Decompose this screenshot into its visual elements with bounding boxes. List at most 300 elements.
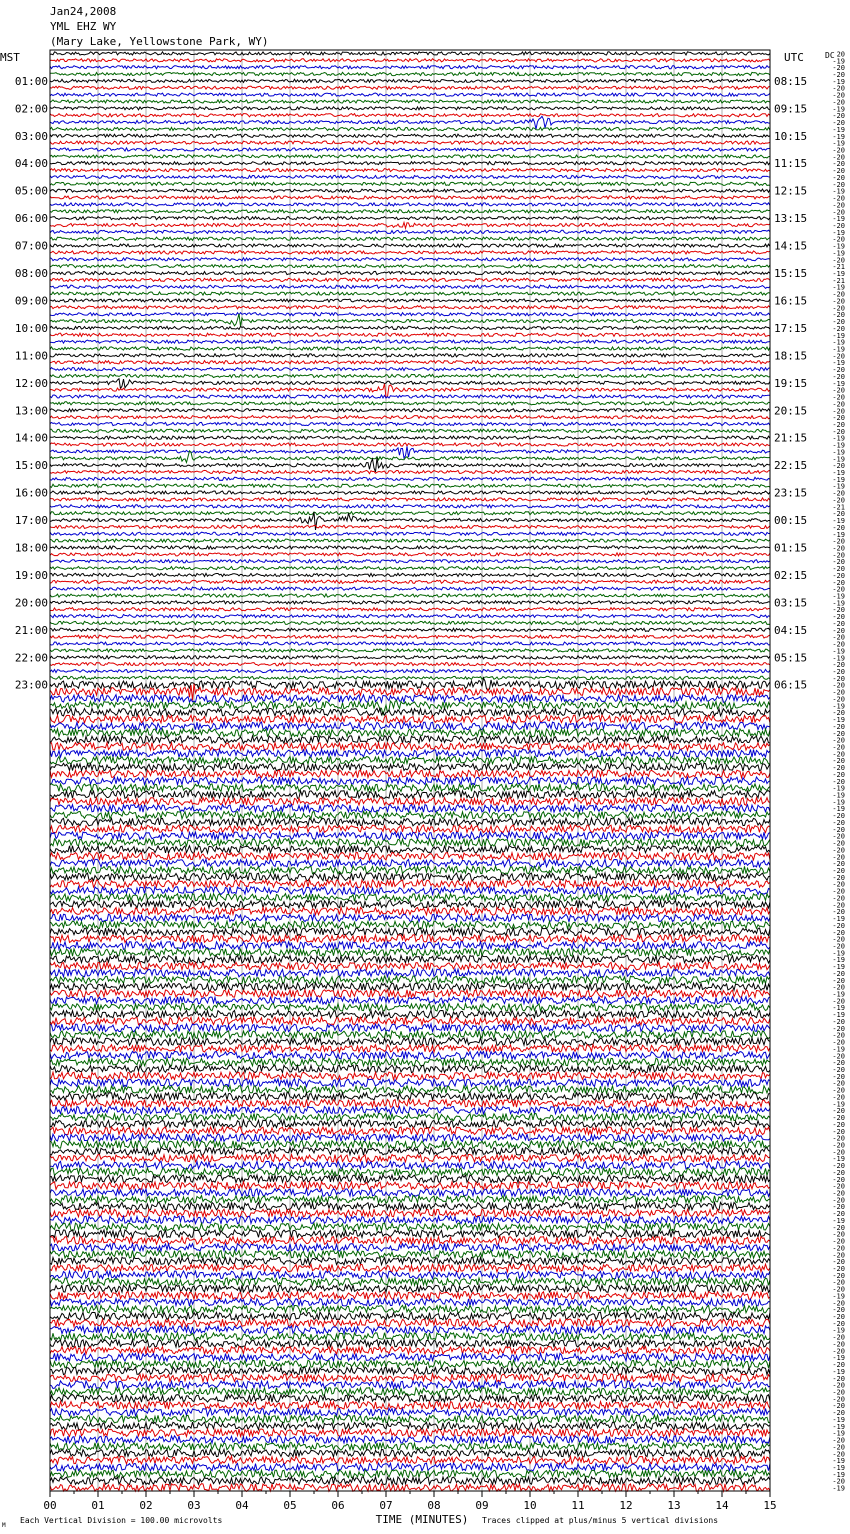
- seismic-trace: [50, 1161, 770, 1169]
- seismic-trace: [50, 52, 770, 55]
- seismic-trace: [50, 601, 770, 604]
- seismic-trace: [50, 1436, 770, 1444]
- seismic-trace: [50, 402, 770, 405]
- seismic-trace: [50, 525, 770, 528]
- dc-offset-value: -20: [832, 318, 845, 327]
- seismic-trace: [50, 935, 770, 943]
- x-tick-label: 06: [331, 1499, 345, 1512]
- seismic-trace: [50, 649, 770, 652]
- dc-offset-value: -19: [832, 1326, 845, 1335]
- seismic-trace: [50, 880, 770, 888]
- seismic-trace: [50, 608, 770, 611]
- dc-offset-value: -19: [832, 448, 845, 457]
- right-timezone-label: UTC: [784, 51, 804, 64]
- dc-offset-value: -19: [832, 455, 845, 464]
- seismic-traces: [50, 52, 770, 1492]
- right-hour-label: 17:15: [774, 321, 808, 335]
- dc-offset-value: -20: [832, 668, 845, 677]
- dc-offset-value: -20: [832, 1436, 845, 1445]
- seismic-trace: [50, 491, 770, 494]
- seismic-trace: [50, 1319, 770, 1327]
- dc-offset-value: -20: [832, 1017, 845, 1026]
- dc-offset-value: -20: [832, 969, 845, 978]
- dc-offset-value: -20: [832, 1059, 845, 1068]
- dc-offset-value: -19: [832, 249, 845, 258]
- dc-offset-value: -20: [832, 1086, 845, 1095]
- seismic-trace: [50, 251, 770, 254]
- dc-offset-value: -20: [832, 1237, 845, 1246]
- dc-offset-value: -20: [832, 1251, 845, 1260]
- dc-offset-value: -20: [832, 1031, 845, 1040]
- seismic-trace: [50, 1257, 770, 1265]
- seismic-trace: [50, 326, 770, 329]
- seismic-trace: [50, 223, 770, 229]
- dc-offset-value: -19: [832, 475, 845, 484]
- seismic-trace: [50, 361, 770, 364]
- dc-offset-value: -20: [832, 1374, 845, 1383]
- dc-offset-value: -19: [832, 187, 845, 196]
- seismic-trace: [50, 292, 770, 295]
- seismic-trace: [50, 928, 770, 936]
- seismic-trace: [50, 560, 770, 563]
- dc-offset-value: -20: [832, 729, 845, 738]
- seismic-trace: [50, 446, 770, 458]
- seismic-trace: [50, 1374, 770, 1382]
- seismic-trace: [50, 196, 770, 199]
- seismic-trace: [50, 539, 770, 542]
- dc-offset-value: -19: [832, 125, 845, 134]
- dc-offset-value: -20: [832, 400, 845, 409]
- dc-offset-value: -20: [832, 1388, 845, 1397]
- dc-offset-value: -20: [832, 976, 845, 985]
- dc-offset-value: -20: [832, 743, 845, 752]
- dc-offset-value: -20: [832, 1168, 845, 1177]
- dc-offset-value: -19: [832, 517, 845, 526]
- seismic-trace: [50, 573, 770, 576]
- dc-offset-value: -20: [832, 1306, 845, 1315]
- seismic-trace: [50, 175, 770, 178]
- dc-offset-value: -19: [832, 1367, 845, 1376]
- seismic-trace: [50, 983, 770, 991]
- dc-offset-value: -20: [832, 633, 845, 642]
- seismic-trace: [50, 314, 770, 326]
- seismic-trace: [50, 374, 770, 377]
- dc-offset-value: -20: [832, 221, 845, 230]
- dc-offset-value: -20: [832, 901, 845, 910]
- x-tick-label: 08: [427, 1499, 441, 1512]
- seismic-trace: [50, 669, 770, 672]
- dc-offset-value: -20: [832, 565, 845, 574]
- seismic-trace: [50, 1113, 770, 1121]
- station-location: (Mary Lake, Yellowstone Park, WY): [50, 35, 269, 48]
- dc-offset-value: -20: [832, 1285, 845, 1294]
- dc-offset-value: -20: [832, 1052, 845, 1061]
- seismic-trace: [50, 676, 770, 679]
- seismic-trace: [50, 484, 770, 487]
- left-hour-label: 16:00: [14, 486, 48, 500]
- dc-offset-value: -20: [832, 551, 845, 560]
- seismic-trace: [50, 512, 770, 515]
- dc-offset-value: -20: [832, 606, 845, 615]
- seismic-trace: [50, 1422, 770, 1430]
- left-hour-label: 21:00: [14, 623, 48, 637]
- dc-offset-value: -20: [832, 736, 845, 745]
- dc-offset-value: -20: [832, 1361, 845, 1370]
- seismic-trace: [50, 278, 770, 281]
- plot-date: Jan24,2008: [50, 5, 117, 18]
- dc-offset-value: -20: [832, 839, 845, 848]
- seismic-trace: [50, 594, 770, 597]
- left-hour-label: 14:00: [14, 431, 48, 445]
- dc-offset-value: -20: [832, 1313, 845, 1322]
- seismic-trace: [50, 791, 770, 799]
- dc-offset-value: -20: [832, 818, 845, 827]
- dc-offset-value: -20: [832, 1443, 845, 1452]
- seismic-trace: [50, 477, 770, 480]
- dc-offset-value: -20: [832, 585, 845, 594]
- dc-offset-value: -19: [832, 1470, 845, 1479]
- right-hour-label: 03:15: [774, 596, 808, 610]
- seismic-trace: [50, 1058, 770, 1066]
- dc-offset-value: -19: [832, 1415, 845, 1424]
- dc-offset-value: -20: [832, 352, 845, 361]
- seismic-trace: [50, 990, 770, 998]
- seismic-trace: [50, 347, 770, 350]
- seismic-trace: [50, 1449, 770, 1457]
- dc-offset-value: -20: [832, 1210, 845, 1219]
- dc-offset-value: -19: [832, 791, 845, 800]
- seismic-trace: [50, 532, 770, 535]
- dc-offset-value: -19: [832, 1100, 845, 1109]
- seismic-trace: [50, 333, 770, 336]
- dc-offset-value: -20: [832, 119, 845, 128]
- dc-offset-value: -20: [832, 194, 845, 203]
- dc-offset-value: -19: [832, 716, 845, 725]
- dc-offset-value: -19: [832, 105, 845, 114]
- seismic-trace: [50, 265, 770, 268]
- seismic-trace: [50, 546, 770, 549]
- seismic-trace: [50, 1148, 770, 1156]
- dc-offset-value: -19: [832, 1457, 845, 1466]
- left-hour-label: 07:00: [14, 239, 48, 253]
- seismic-trace: [50, 217, 770, 220]
- dc-offset-value: -20: [832, 928, 845, 937]
- right-hour-label: 02:15: [774, 568, 808, 582]
- dc-offset-value: -20: [832, 1038, 845, 1047]
- x-axis-title: TIME (MINUTES): [375, 1513, 469, 1526]
- clip-note: Traces clipped at plus/minus 5 vertical divisions: [482, 1516, 719, 1525]
- seismic-trace: [50, 580, 770, 583]
- dc-offset-value: -20: [832, 366, 845, 375]
- dc-offset-value: -20: [832, 153, 845, 162]
- seismic-trace: [50, 1388, 770, 1396]
- seismic-trace: [50, 553, 770, 556]
- seismic-trace: [50, 1182, 770, 1190]
- seismic-trace: [50, 1202, 770, 1210]
- x-tick-label: 02: [139, 1499, 153, 1512]
- dc-offset-value: -20: [832, 71, 845, 80]
- dc-label: DC: [825, 51, 835, 60]
- dc-offset-value: -20: [832, 558, 845, 567]
- right-hour-label: 00:15: [774, 514, 808, 528]
- x-tick-label: 10: [523, 1499, 537, 1512]
- dc-offset-value: -20: [832, 201, 845, 210]
- dc-offset-value: -20: [832, 1189, 845, 1198]
- dc-offset-value: -20: [832, 235, 845, 244]
- seismic-trace: [50, 628, 770, 631]
- seismic-trace: [50, 777, 770, 785]
- seismic-trace: [50, 306, 770, 309]
- dc-offset-value: -20: [832, 98, 845, 107]
- dc-offset-value: -20: [832, 407, 845, 416]
- corner-mark: M: [2, 1522, 6, 1529]
- seismic-trace: [50, 66, 770, 69]
- seismic-trace: [50, 955, 770, 963]
- seismic-trace: [50, 116, 770, 129]
- seismic-trace: [50, 169, 770, 172]
- seismic-trace: [50, 621, 770, 624]
- dc-offset-value: -20: [832, 112, 845, 121]
- dc-offset-value: -20: [832, 1196, 845, 1205]
- seismic-trace: [50, 285, 770, 288]
- seismic-trace: [50, 422, 770, 425]
- seismic-trace: [50, 1003, 770, 1011]
- seismic-trace: [50, 1360, 770, 1368]
- seismic-trace: [50, 962, 770, 970]
- dc-offset-value: -20: [832, 1065, 845, 1074]
- right-hour-label: 04:15: [774, 623, 808, 637]
- dc-offset-value: -20: [832, 709, 845, 718]
- right-hour-label: 12:15: [774, 184, 808, 198]
- seismic-trace: [50, 615, 770, 618]
- right-hour-label: 11:15: [774, 157, 808, 171]
- dc-offset-value: -20: [832, 640, 845, 649]
- dc-offset-value: -19: [832, 949, 845, 958]
- dc-offset-value: -20: [832, 1230, 845, 1239]
- seismic-trace: [50, 1223, 770, 1231]
- dc-offset-value: -20: [832, 1134, 845, 1143]
- dc-offset-value: -19: [832, 784, 845, 793]
- right-hour-label: 16:15: [774, 294, 808, 308]
- seismic-trace: [50, 949, 770, 957]
- seismic-trace: [50, 443, 770, 446]
- seismic-trace: [50, 587, 770, 590]
- seismic-trace: [50, 1456, 770, 1464]
- dc-offset-value: -20: [832, 887, 845, 896]
- dc-offset-value: -19: [832, 592, 845, 601]
- dc-offset-value: -19: [832, 228, 845, 237]
- left-hour-label: 15:00: [14, 459, 48, 473]
- x-tick-label: 13: [667, 1499, 681, 1512]
- seismic-trace: [50, 756, 770, 764]
- dc-offset-value: -20: [832, 1347, 845, 1356]
- dc-offset-value: -21: [832, 276, 845, 285]
- left-hour-label: 04:00: [14, 157, 48, 171]
- seismic-trace: [50, 1189, 770, 1197]
- seismic-trace: [50, 859, 770, 867]
- dc-offset-value: -20: [832, 1333, 845, 1342]
- dc-offset-value: -20: [832, 372, 845, 381]
- dc-offset-value: -19: [832, 530, 845, 539]
- seismic-trace: [50, 182, 770, 185]
- seismic-trace: [50, 1353, 770, 1361]
- dc-offset-value: -19: [832, 805, 845, 814]
- dc-offset-value: -20: [832, 626, 845, 635]
- seismic-trace: [50, 299, 770, 302]
- dc-offset-value: -20: [832, 1271, 845, 1280]
- x-tick-label: 14: [715, 1499, 729, 1512]
- x-tick-label: 11: [571, 1499, 585, 1512]
- seismic-trace: [50, 969, 770, 977]
- dc-offset-value: -19: [832, 338, 845, 347]
- dc-offset-value: -20: [832, 544, 845, 553]
- dc-offset-value: -20: [832, 1258, 845, 1267]
- dc-offset-value: -21: [832, 263, 845, 272]
- right-hour-label: 06:15: [774, 678, 808, 692]
- seismic-trace: [50, 1072, 770, 1080]
- seismic-trace: [50, 997, 770, 1005]
- seismic-trace: [50, 141, 770, 144]
- seismic-trace: [50, 567, 770, 570]
- seismic-trace: [50, 1106, 770, 1114]
- seismic-trace: [50, 107, 770, 110]
- dc-offset-value: -20: [832, 1381, 845, 1390]
- dc-offset-value: -19: [832, 345, 845, 354]
- seismic-trace: [50, 818, 770, 826]
- dc-offset-value: -20: [832, 393, 845, 402]
- dc-offset-value: -20: [832, 1450, 845, 1459]
- dc-offset-value: -20: [832, 997, 845, 1006]
- dc-offset-value: -20: [832, 1175, 845, 1184]
- seismic-trace: [50, 1010, 770, 1018]
- seismic-trace: [50, 1305, 770, 1313]
- dc-offset-value: -20: [832, 420, 845, 429]
- dc-offset-value: -20: [832, 180, 845, 189]
- seismic-trace: [50, 1367, 770, 1375]
- seismic-trace: [50, 695, 770, 703]
- seismic-trace: [50, 155, 770, 158]
- seismic-trace: [50, 436, 770, 439]
- seismic-trace: [50, 1443, 770, 1451]
- seismic-trace: [50, 784, 770, 792]
- right-hour-label: 10:15: [774, 129, 808, 143]
- dc-offset-value: -20: [832, 860, 845, 869]
- dc-offset-value: -19: [832, 1216, 845, 1225]
- dc-offset-value: -19: [832, 441, 845, 450]
- seismic-trace: [50, 203, 770, 206]
- dc-offset-value: -19: [832, 1422, 845, 1431]
- dc-offset-value: -21: [832, 503, 845, 512]
- dc-offset-value: -20: [832, 750, 845, 759]
- x-tick-label: 12: [619, 1499, 633, 1512]
- seismic-trace: [50, 237, 770, 240]
- dc-offset-value: -20: [832, 908, 845, 917]
- dc-offset-value: -20: [832, 160, 845, 169]
- seismic-trace: [50, 635, 770, 638]
- seismic-trace: [50, 921, 770, 929]
- seismic-trace: [50, 271, 770, 274]
- left-hour-label: 20:00: [14, 596, 48, 610]
- dc-offset-value: -19: [832, 359, 845, 368]
- seismic-trace: [50, 368, 770, 371]
- dc-offset-value: -20: [832, 1182, 845, 1191]
- x-tick-label: 15: [763, 1499, 777, 1512]
- seismic-trace: [50, 395, 770, 398]
- dc-offset-value: -20: [832, 1203, 845, 1212]
- seismic-trace: [50, 642, 770, 645]
- seismic-trace: [50, 1065, 770, 1073]
- dc-offset-value: -20: [832, 537, 845, 546]
- seismic-trace: [50, 976, 770, 984]
- seismic-trace: [50, 59, 770, 62]
- dc-offset-value: -20: [832, 256, 845, 265]
- seismic-trace: [50, 1278, 770, 1286]
- dc-offset-value: -20: [832, 1299, 845, 1308]
- dc-offset-value: -20: [832, 1402, 845, 1411]
- dc-offset-value: -20: [832, 661, 845, 670]
- dc-offset-value: -19: [832, 1429, 845, 1438]
- seismic-trace: [50, 127, 770, 130]
- dc-offset-value: -20: [832, 1079, 845, 1088]
- dc-offset-value: -19: [832, 1354, 845, 1363]
- right-hour-label: 18:15: [774, 349, 808, 363]
- dc-offset-value: -20: [832, 1141, 845, 1150]
- seismic-trace: [50, 313, 770, 316]
- x-tick-label: 09: [475, 1499, 489, 1512]
- right-hour-label: 14:15: [774, 239, 808, 253]
- seismic-trace: [50, 866, 770, 874]
- dc-offset-value: -20: [832, 1319, 845, 1328]
- scale-note: Each Vertical Division = 100.00 microvolts: [20, 1516, 223, 1525]
- right-hour-label: 20:15: [774, 404, 808, 418]
- right-hour-label: 05:15: [774, 651, 808, 665]
- seismic-trace: [50, 1024, 770, 1032]
- seismic-trace: [50, 114, 770, 117]
- dc-offset-value: -20: [832, 173, 845, 182]
- dc-offset-value: -20: [832, 571, 845, 580]
- seismic-trace: [50, 409, 770, 412]
- dc-offset-value: -20: [832, 311, 845, 320]
- seismic-trace: [50, 93, 770, 96]
- right-hour-label: 15:15: [774, 267, 808, 281]
- dc-offset-value: -19: [832, 270, 845, 279]
- dc-offset-value: -19: [832, 139, 845, 148]
- dc-offset-value: -19: [832, 798, 845, 807]
- seismic-trace: [50, 498, 770, 501]
- x-tick-label: 03: [187, 1499, 201, 1512]
- seismic-trace: [50, 354, 770, 357]
- dc-offset-value: -19: [832, 379, 845, 388]
- dc-offset-value: -19: [832, 215, 845, 224]
- dc-offset-value: -20: [832, 427, 845, 436]
- seismic-trace: [50, 743, 770, 751]
- dc-offset-value: -20: [832, 722, 845, 731]
- dc-offset-value: -19: [832, 331, 845, 340]
- x-tick-label: 05: [283, 1499, 297, 1512]
- seismic-trace: [50, 210, 770, 213]
- seismic-trace: [50, 148, 770, 151]
- right-hour-label: 19:15: [774, 376, 808, 390]
- left-hour-label: 11:00: [14, 349, 48, 363]
- dc-offset-value: -20: [832, 764, 845, 773]
- dc-offset-value: -20: [832, 1127, 845, 1136]
- seismic-trace: [50, 832, 770, 840]
- dc-offset-value: -20: [832, 983, 845, 992]
- dc-offset-value: -20: [832, 290, 845, 299]
- seismic-trace: [50, 505, 770, 508]
- seismic-trace: [50, 901, 770, 909]
- dc-offset-value: -20: [832, 619, 845, 628]
